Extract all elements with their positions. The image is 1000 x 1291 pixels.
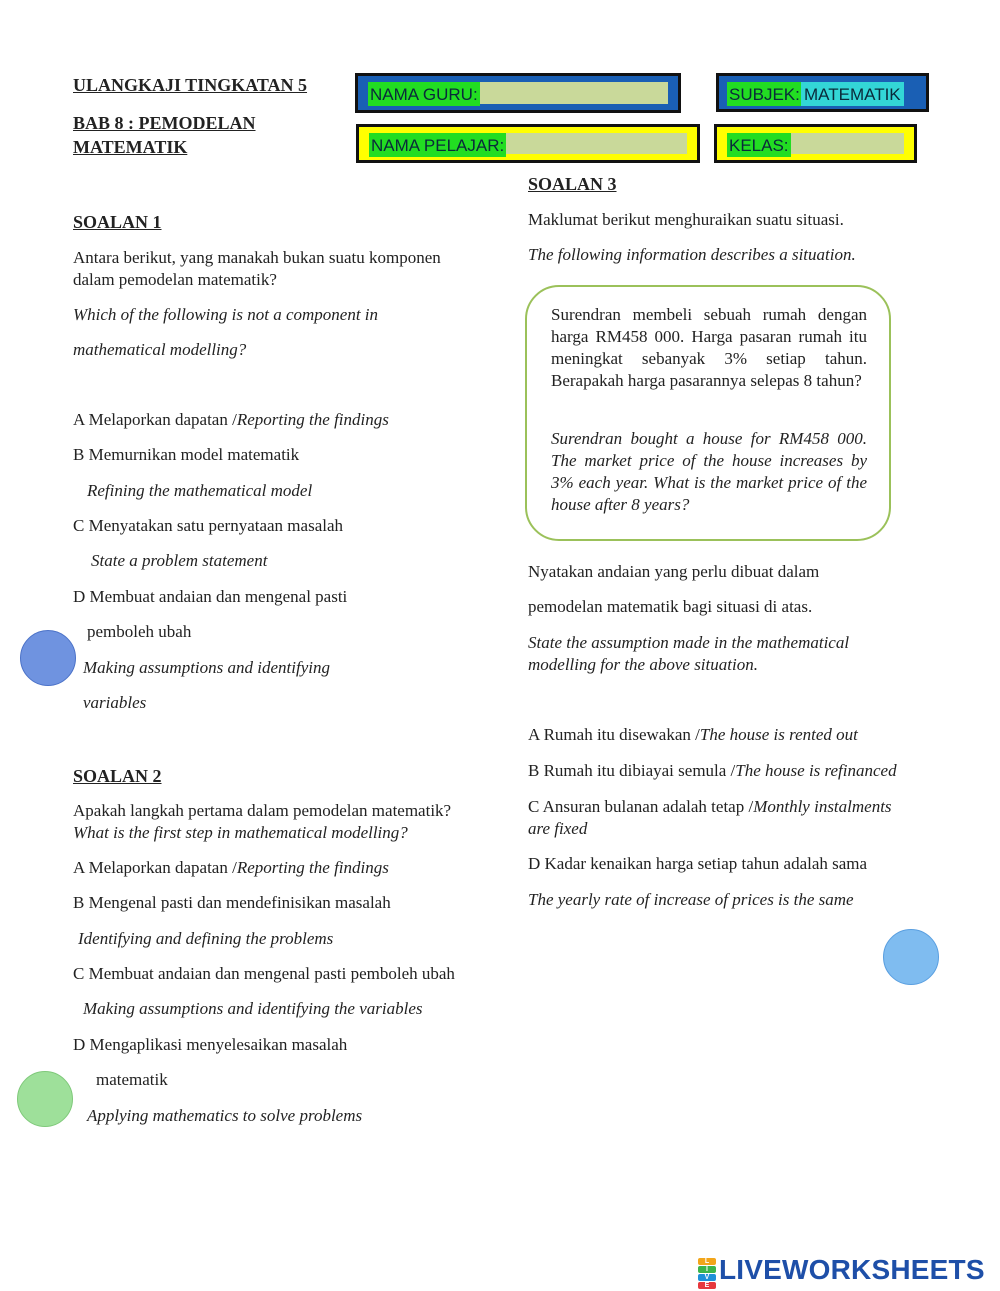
- chapter-title-line2: MATEMATIK: [73, 137, 188, 157]
- q3-situation-ms: Surendran membeli sebuah rumah dengan harga RM458 000. Harga pasaran rumah itu meningkat sebanyak 3% setiap tahun. Berapakah harga pasarannya selepas 8 tahun?: [551, 305, 867, 390]
- q3-situation-en: Surendran bought a house for RM458 000. The market price of the house increases by 3% each year. What is the market price of the house after 8 years?: [551, 429, 867, 514]
- student-name-label: NAMA PELAJAR:: [369, 133, 506, 157]
- q2-option-a[interactable]: [73, 857, 389, 879]
- q1-option-c[interactable]: C Menyatakan satu pernyataan masalah: [73, 516, 344, 535]
- class-label: KELAS:: [727, 133, 791, 157]
- chapter-title-line1: BAB 8 : PEMODELAN: [73, 113, 256, 133]
- student-name-box: [356, 124, 700, 163]
- q3-prompt-en-line1: State the assumption made in the mathematical: [528, 633, 850, 652]
- q3-option-b-en: The house is refinanced: [735, 761, 897, 780]
- subject-value[interactable]: MATEMATIK: [801, 82, 904, 106]
- q1-option-b-en: Refining the mathematical model: [87, 481, 313, 500]
- q1-option-d-ms-line2: pemboleh ubah: [87, 622, 192, 641]
- q1-prompt-en-line2: mathematical modelling?: [73, 340, 247, 359]
- q3-option-a[interactable]: [528, 724, 858, 746]
- student-name-input[interactable]: [511, 133, 689, 157]
- logo-letter-i: I: [698, 1266, 716, 1273]
- q3-situation-callout: [525, 285, 891, 541]
- q1-prompt-en-line1: Which of the following is not a component in: [73, 305, 379, 324]
- q3-title: SOALAN 3: [528, 174, 617, 194]
- q3-option-c[interactable]: [528, 796, 892, 818]
- q3-option-a-en: The house is rented out: [699, 725, 858, 744]
- q1-option-d-en-line1: Making assumptions and identifying: [83, 658, 330, 677]
- logo-letter-e: E: [698, 1282, 716, 1289]
- q2-option-a-ms: A Melaporkan dapatan /: [73, 858, 237, 877]
- q1-option-b[interactable]: B Memurnikan model matematik: [73, 445, 300, 464]
- q1-option-d[interactable]: D Membuat andaian dan mengenal pasti: [73, 587, 348, 606]
- q2-prompt-ms: Apakah langkah pertama dalam pemodelan matematik?: [73, 801, 452, 820]
- q2-option-b-en: Identifying and defining the problems: [78, 929, 334, 948]
- q2-option-a-en: Reporting the findings: [236, 858, 389, 877]
- teacher-name-label: NAMA GURU:: [368, 82, 480, 106]
- q3-option-d-en: The yearly rate of increase of prices is the same: [528, 890, 854, 909]
- liveworksheets-logo-text: LIVEWORKSHEETS: [719, 1254, 985, 1285]
- teacher-name-input[interactable]: [486, 82, 670, 106]
- q2-title: SOALAN 2: [73, 766, 162, 786]
- logo-letter-v: V: [698, 1274, 716, 1281]
- q3-option-c-en-line1: Monthly instalments: [753, 797, 892, 816]
- teacher-name-box: [355, 73, 681, 113]
- q1-option-c-en: State a problem statement: [91, 551, 268, 570]
- q1-prompt-ms-line2: dalam pemodelan matematik?: [73, 270, 277, 289]
- q3-option-b[interactable]: [528, 760, 897, 782]
- q2-prompt-en: What is the first step in mathematical modelling?: [73, 823, 408, 842]
- q2-option-d-ms-line2: matematik: [96, 1070, 168, 1089]
- q3-prompt-en-line2: modelling for the above situation.: [528, 655, 758, 674]
- q3-option-c-ms: C Ansuran bulanan adalah tetap /: [528, 797, 754, 816]
- subject-label: SUBJEK:: [727, 82, 802, 106]
- worksheet-title: ULANGKAJI TINGKATAN 5: [73, 75, 308, 95]
- q1-prompt-ms-line1: Antara berikut, yang manakah bukan suatu komponen: [73, 248, 441, 267]
- class-box: [714, 124, 917, 163]
- subject-box: [716, 73, 929, 112]
- q3-option-b-ms: B Rumah itu dibiayai semula /: [528, 761, 736, 780]
- logo-letter-l: L: [698, 1258, 716, 1265]
- q3-option-d[interactable]: D Kadar kenaikan harga setiap tahun adalah sama: [528, 854, 868, 873]
- liveworksheets-logo: [698, 1254, 985, 1289]
- q2-option-d[interactable]: D Mengaplikasi menyelesaikan masalah: [73, 1035, 348, 1054]
- q2-option-d-en: Applying mathematics to solve problems: [87, 1106, 363, 1125]
- q3-answer-drop-circle[interactable]: [883, 929, 939, 985]
- q1-option-a[interactable]: [73, 409, 389, 431]
- q3-option-c-en-line2: are fixed: [528, 819, 588, 838]
- q1-option-a-ms: A Melaporkan dapatan /: [73, 410, 237, 429]
- q3-intro-en: The following information describes a situation.: [528, 245, 856, 264]
- q1-title: SOALAN 1: [73, 212, 162, 232]
- q3-prompt-ms-line1: Nyatakan andaian yang perlu dibuat dalam: [528, 562, 820, 581]
- liveworksheets-logo-icon: [698, 1257, 716, 1289]
- q2-answer-drop-circle[interactable]: [17, 1071, 73, 1127]
- q3-option-a-ms: A Rumah itu disewakan /: [528, 725, 700, 744]
- q1-option-d-en-line2: variables: [83, 693, 147, 712]
- q3-intro-ms: Maklumat berikut menghuraikan suatu situasi.: [528, 210, 844, 229]
- q3-prompt-ms-line2: pemodelan matematik bagi situasi di atas.: [528, 597, 813, 616]
- q2-option-b[interactable]: B Mengenal pasti dan mendefinisikan masalah: [73, 893, 391, 912]
- class-input[interactable]: [787, 133, 905, 157]
- q1-option-a-en: Reporting the findings: [236, 410, 389, 429]
- q1-answer-drop-circle[interactable]: [20, 630, 76, 686]
- q2-option-c-en: Making assumptions and identifying the variables: [83, 999, 423, 1018]
- q2-option-c[interactable]: C Membuat andaian dan mengenal pasti pemboleh ubah: [73, 964, 455, 983]
